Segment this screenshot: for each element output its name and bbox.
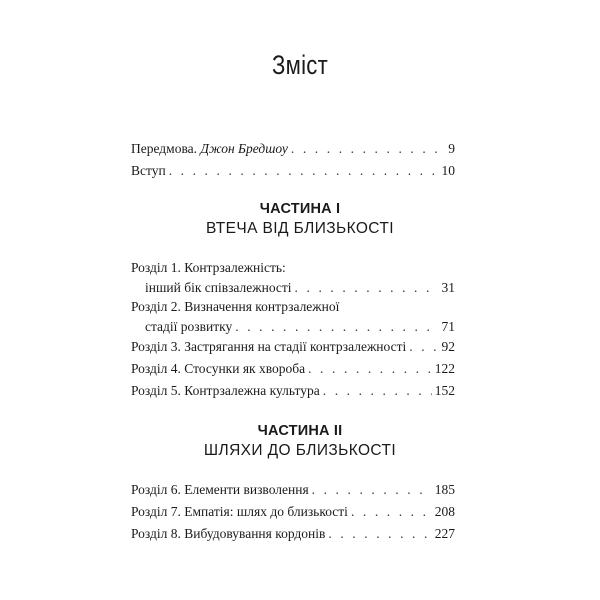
part-subtitle: ШЛЯХИ ДО БЛИЗЬКОСТІ bbox=[203, 442, 397, 459]
dot-leader bbox=[351, 502, 432, 522]
toc-entry-chapter-3[interactable] bbox=[131, 337, 455, 357]
part-heading-2 bbox=[0, 421, 600, 461]
dot-leader bbox=[295, 278, 439, 298]
toc-page-number: 92 bbox=[441, 339, 455, 354]
toc-entry-label: Розділ 6. Елементи визволення bbox=[131, 482, 309, 497]
page-title: Зміст bbox=[272, 50, 328, 80]
toc-entry-label: Передмова. bbox=[131, 141, 201, 156]
toc-page-number: 31 bbox=[441, 279, 455, 295]
toc-entry-introduction[interactable] bbox=[131, 161, 455, 181]
dot-leader bbox=[308, 359, 432, 379]
part-label: ЧАСТИНА II bbox=[257, 423, 343, 439]
toc-page-number: 10 bbox=[441, 163, 455, 178]
toc-page-number: 71 bbox=[441, 318, 455, 334]
toc-entry-chapter-8[interactable] bbox=[131, 524, 455, 544]
toc-entry-label: Розділ 1. Контрзалежність: bbox=[131, 260, 286, 275]
toc-entry-label-continued: інший бік співзалежності bbox=[145, 279, 292, 295]
toc-entry-label: Розділ 8. Вибудовування кордонів bbox=[131, 526, 326, 541]
toc-entry-label: Розділ 3. Застрягання на стадії контрзалежності bbox=[131, 339, 407, 354]
dot-leader bbox=[291, 139, 445, 159]
toc-entry-chapter-7[interactable] bbox=[131, 502, 455, 522]
toc-entry-label: Розділ 4. Стосунки як хвороба bbox=[131, 361, 306, 376]
toc-entry-chapter-4[interactable] bbox=[131, 359, 455, 379]
toc-entry-foreword[interactable] bbox=[131, 139, 455, 159]
dot-leader bbox=[169, 161, 439, 181]
part-label: ЧАСТИНА I bbox=[259, 201, 341, 217]
toc-entry-label: Розділ 2. Визначення контрзалежної bbox=[131, 299, 340, 314]
toc-page-number: 185 bbox=[434, 482, 455, 497]
dot-leader bbox=[312, 480, 432, 500]
toc-entry-label-continued: стадії розвитку bbox=[145, 318, 233, 334]
toc-entry-chapter-5[interactable] bbox=[131, 381, 455, 401]
toc-page-number: 122 bbox=[434, 361, 455, 376]
dot-leader bbox=[235, 317, 438, 337]
toc-entry-chapter-6[interactable] bbox=[131, 480, 455, 500]
toc-entry-chapter-1[interactable] bbox=[131, 258, 455, 297]
dot-leader bbox=[323, 381, 432, 401]
toc-entry-label: Розділ 5. Контрзалежна культура bbox=[131, 383, 320, 398]
toc-page-number: 152 bbox=[434, 383, 455, 398]
toc-page-number: 227 bbox=[434, 526, 455, 541]
toc-page-number: 208 bbox=[434, 504, 455, 519]
part-subtitle: ВТЕЧА ВІД БЛИЗЬКОСТІ bbox=[206, 220, 394, 237]
dot-leader bbox=[328, 524, 431, 544]
toc-entry-chapter-2[interactable] bbox=[131, 297, 455, 336]
part-heading-1 bbox=[0, 199, 600, 239]
toc-entry-label: Вступ bbox=[131, 163, 166, 178]
toc-entry-label: Розділ 7. Емпатія: шлях до близькості bbox=[131, 504, 348, 519]
toc-page-number: 9 bbox=[448, 141, 455, 156]
toc-entry-author: Джон Бредшоу bbox=[200, 141, 288, 156]
dot-leader bbox=[409, 337, 438, 357]
